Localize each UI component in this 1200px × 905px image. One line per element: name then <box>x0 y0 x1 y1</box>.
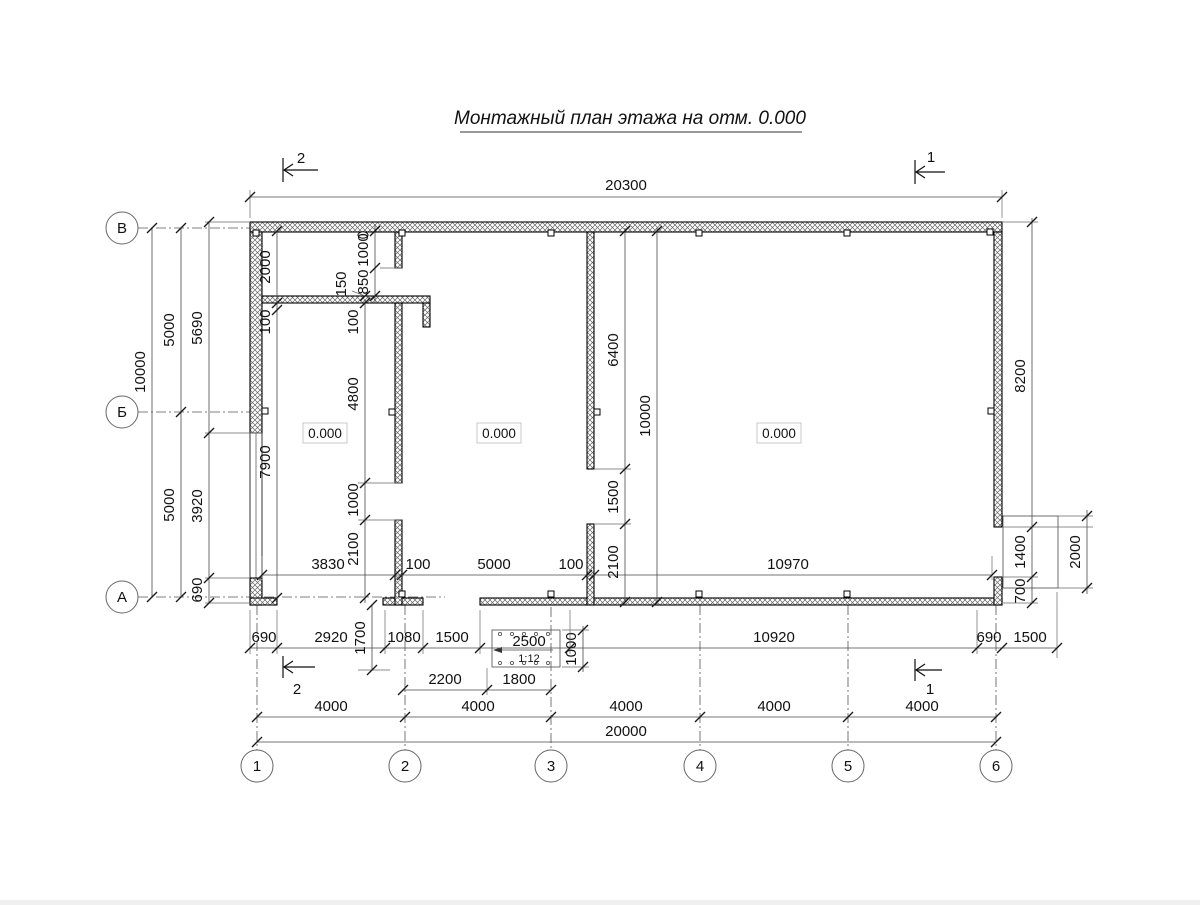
room3-elevation: 0.000 <box>762 426 796 441</box>
dim-p1-1000: 1000 <box>345 483 362 517</box>
dim-left-span1: 5000 <box>161 313 178 347</box>
dim-b1-10920: 10920 <box>753 629 795 646</box>
ramp-slope: 1:12 <box>518 653 540 665</box>
dim-w-3830: 3830 <box>311 556 345 573</box>
section-marker-top-left: 2 <box>296 150 306 167</box>
column-mark <box>844 230 850 236</box>
axis-label-2: 2 <box>400 758 410 775</box>
dim-door-1000: 1000 <box>355 233 372 267</box>
axis-label-3: 3 <box>546 758 556 775</box>
dim-bottom-overall: 20000 <box>605 723 647 740</box>
column-mark <box>988 408 994 414</box>
partition2-bottom <box>587 524 594 605</box>
axis-label-1: 1 <box>252 758 262 775</box>
room2-elevation: 0.000 <box>482 426 516 441</box>
dim-left-3920: 3920 <box>189 489 206 523</box>
dim-b1-690: 690 <box>251 629 277 646</box>
dim-w-100a: 100 <box>405 556 431 573</box>
dim-top-overall: 20300 <box>605 177 647 194</box>
dim-b1-1500: 1500 <box>435 629 469 646</box>
dim-bay-4: 4000 <box>757 698 791 715</box>
dim-p1-2100: 2100 <box>345 532 362 566</box>
dim-int-7900: 7900 <box>257 445 274 479</box>
column-mark <box>548 591 554 597</box>
dim-b1-1080: 1080 <box>387 629 421 646</box>
wall-bottom-seg2 <box>383 598 423 605</box>
dim-w-100b: 100 <box>558 556 584 573</box>
dim-bay-3: 4000 <box>609 698 643 715</box>
dim-bay-1: 4000 <box>314 698 348 715</box>
dim-door-850: 850 <box>355 269 372 295</box>
axis-label-4: 4 <box>695 758 705 775</box>
dim-w-10970: 10970 <box>767 556 809 573</box>
dim-p2-2100: 2100 <box>605 545 622 579</box>
column-mark <box>399 230 405 236</box>
dim-left-span2: 5000 <box>161 488 178 522</box>
wall-right-lower-stub <box>994 577 1002 605</box>
axis-label-V: В <box>116 220 128 237</box>
dim-bay-5: 4000 <box>905 698 939 715</box>
dim-right-1400: 1400 <box>1012 535 1029 569</box>
dim-int-2000: 2000 <box>257 250 274 284</box>
axis-label-B: Б <box>117 404 127 421</box>
axis-label-5: 5 <box>843 758 853 775</box>
column-mark <box>399 591 405 597</box>
title-block <box>454 108 806 132</box>
dim-right-porch-2000: 2000 <box>1067 535 1084 569</box>
dim-p1-100: 100 <box>345 309 362 335</box>
ramp-width: 1000 <box>563 632 580 666</box>
column-mark <box>987 229 993 235</box>
wall-bottom-seg3 <box>480 598 1002 605</box>
wall-interior-return <box>423 303 430 327</box>
dim-int-height: 10000 <box>637 395 654 437</box>
section-marker-bottom-left: 2 <box>292 681 302 698</box>
dim-left-690: 690 <box>189 577 206 603</box>
dim-left-overall: 10000 <box>132 351 149 393</box>
column-mark <box>548 230 554 236</box>
axis-grid <box>138 228 996 750</box>
partition2-top <box>587 232 594 469</box>
dim-b1-2920: 2920 <box>314 629 348 646</box>
ramp-length: 2500 <box>512 633 546 650</box>
dim-int-100a: 100 <box>257 309 274 335</box>
column-mark <box>696 230 702 236</box>
dim-b1-690b: 690 <box>976 629 1002 646</box>
section-marker-top-right: 1 <box>926 149 936 166</box>
room-labels <box>303 423 801 443</box>
axis-label-A: А <box>116 589 128 606</box>
column-mark <box>696 591 702 597</box>
drawing-title: Монтажный план этажа на отм. 0.000 <box>454 108 806 129</box>
column-mark <box>262 408 268 414</box>
column-mark <box>844 591 850 597</box>
column-mark <box>594 409 600 415</box>
dim-entry-1700: 1700 <box>352 621 369 655</box>
dimension-texts <box>132 177 1084 740</box>
dim-p2-1500: 1500 <box>605 480 622 514</box>
dim-left-5690: 5690 <box>189 311 206 345</box>
axis-bubbles <box>106 212 1012 782</box>
axis-label-6: 6 <box>991 758 1001 775</box>
dim-b2-2200: 2200 <box>428 671 462 688</box>
column-mark <box>389 409 395 415</box>
wall-right-upper <box>994 232 1002 527</box>
dim-w-5000: 5000 <box>477 556 511 573</box>
partition1-mid <box>395 303 402 483</box>
section-marker-bottom-right: 1 <box>925 681 935 698</box>
room1-elevation: 0.000 <box>308 426 342 441</box>
dim-door-150: 150 <box>333 271 350 297</box>
dim-right-700: 700 <box>1012 578 1029 604</box>
dim-bay-2: 4000 <box>461 698 495 715</box>
dim-p1-4800: 4800 <box>345 377 362 411</box>
column-mark <box>253 230 259 236</box>
dim-p2-6400: 6400 <box>605 333 622 367</box>
dim-b1-1500b: 1500 <box>1013 629 1047 646</box>
partition1-top-stub <box>395 232 402 268</box>
dim-b2-1800: 1800 <box>502 671 536 688</box>
dim-right-8200: 8200 <box>1012 359 1029 393</box>
